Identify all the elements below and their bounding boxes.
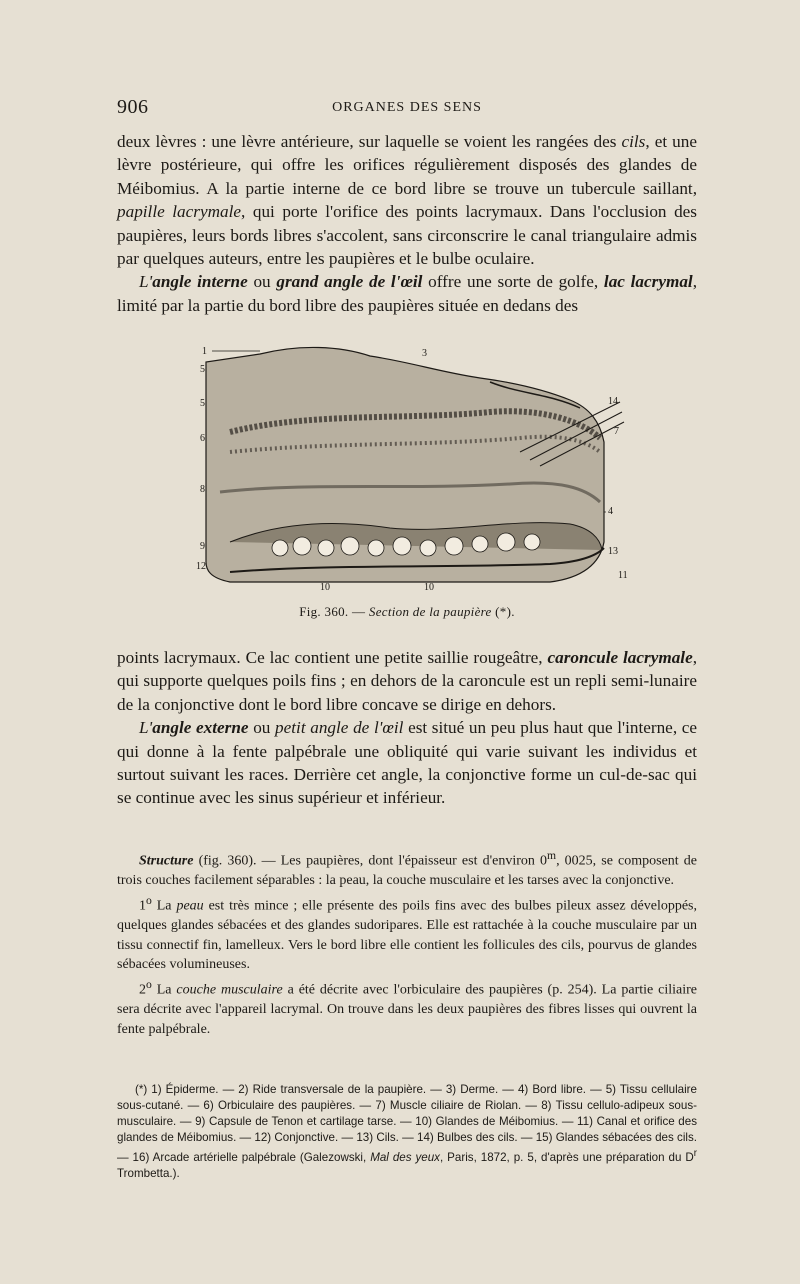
label-10a: 10 <box>320 582 330 593</box>
structure-section <box>117 846 697 1039</box>
label-4: 4 <box>608 506 613 517</box>
page-number: 906 <box>117 96 149 118</box>
running-title: ORGANES DES SENS <box>332 100 482 115</box>
label-5b: 5 <box>200 398 205 409</box>
label-9: 9 <box>200 541 205 552</box>
eyelid-section-engraving <box>190 342 630 600</box>
paragraph-structure: Structure (fig. 360). — Les paupières, dont l'épaisseur est d'environ 0$^m$, 0025, se composent de trois couches facilement séparables : la peau, la couche musculaire et les tarses avec la conjonctive. <box>117 849 698 889</box>
continuation-text <box>117 646 697 810</box>
label-5a: 5 <box>200 364 205 375</box>
label-7: 7 <box>614 426 619 437</box>
label-6: 6 <box>200 433 205 444</box>
label-10b: 10 <box>424 582 434 593</box>
paragraph-peau: 1$^o$ La peau est très mince ; elle présente des poils fins avec des bulbes pileux assez développés, quelques glandes sébacées et des glandes sudoripares. Elle est rattachée à la couche musculaire par un tissu connectif fin, lamelleux. Vers le bord libre elle contient les follicules des cils, pourvus de glandes sébacées volumineuses. <box>117 893 698 973</box>
footnote-legend: (*) 1) Épiderme. — 2) Ride transversale de la paupière. — 3) Derme. — 4) Bord libre. — 5) Tissu cellulaire sous-cutané. — 6) Orbiculaire des paupières. — 7) Muscle ciliaire de Riolan. — 8) Tissu cellulo-adipeux sous-musculaire. — 9) Capsule de Tenon et cartilage tarse. — 10) Glandes de Méibomius. — 11) Canal et orifice des glandes de Méibomius. — 12) Conjonctive. — 13) Cils. — 14) Bulbes des cils. — 15) Glandes sébacées des cils. — 16) Arcade artérielle palpébrale (Galezowski, Mal des yeux, Paris, 1872, p. 5, d'après une préparation du $D^r$ Trombetta.). <box>117 1083 697 1180</box>
paragraph-angle-externe: L'angle externe ou petit angle de l'œil est situé un peu plus haut que l'interne, ce qui donne à la fente palpébrale une obliquité qui varie suivant les individus et surtout suivant les races. Derrière cet angle, la conjonctive forme un cul-de-sac qui se continue avec les sinus supérieur et inférieur. <box>117 718 698 808</box>
intro-text <box>117 130 697 317</box>
label-14: 14 <box>608 396 618 407</box>
label-12: 12 <box>196 561 206 572</box>
label-8: 8 <box>200 484 205 495</box>
page-header <box>117 96 697 124</box>
label-11: 11 <box>618 570 628 581</box>
figure-footnote <box>117 1082 697 1182</box>
paragraph-angle-interne: L'angle interne ou grand angle de l'œil offre une sorte de golfe, lac lacrymal, limité par la partie du bord libre des paupières située en dedans des <box>117 272 697 315</box>
paragraph-caroncule: points lacrymaux. Ce lac contient une petite saillie rougeâtre, caroncule lacrymale, qui supporte quelques poils fins ; en dehors de la caroncule est un repli semi-lunaire de la conjonctive dont le bord libre concave se dirige en dehors. <box>117 648 697 714</box>
figure-caption: Fig. 360. — Section de la paupière (*). <box>299 604 515 619</box>
paragraph-levres: deux lèvres : une lèvre antérieure, sur laquelle se voient les rangées des cils, et une lèvre postérieure, qui offre les orifices régulièrement disposés des glandes de Méibomius. A la partie interne de ce bord libre se trouve un tubercule saillant, papille lacrymale, qui porte l'orifice des points lacrymaux. Dans l'occlusion des paupières, leurs bords libres s'accolent, sans circonscrire le canal triangulaire admis par quelques auteurs, entre les paupières et le bulbe oculaire. <box>117 132 697 269</box>
figure-eyelid-section <box>190 342 630 600</box>
paragraph-couche-musculaire: 2$^o$ La couche musculaire a été décrite avec l'orbiculaire des paupières (p. 254). La partie ciliaire sera décrite avec l'appareil lacrymal. On trouve dans les deux paupières des fibres lisses qui ouvrent la fente palpébrale. <box>117 977 697 1037</box>
label-3: 3 <box>422 348 427 359</box>
label-1: 1 <box>202 346 207 357</box>
label-13: 13 <box>608 546 618 557</box>
